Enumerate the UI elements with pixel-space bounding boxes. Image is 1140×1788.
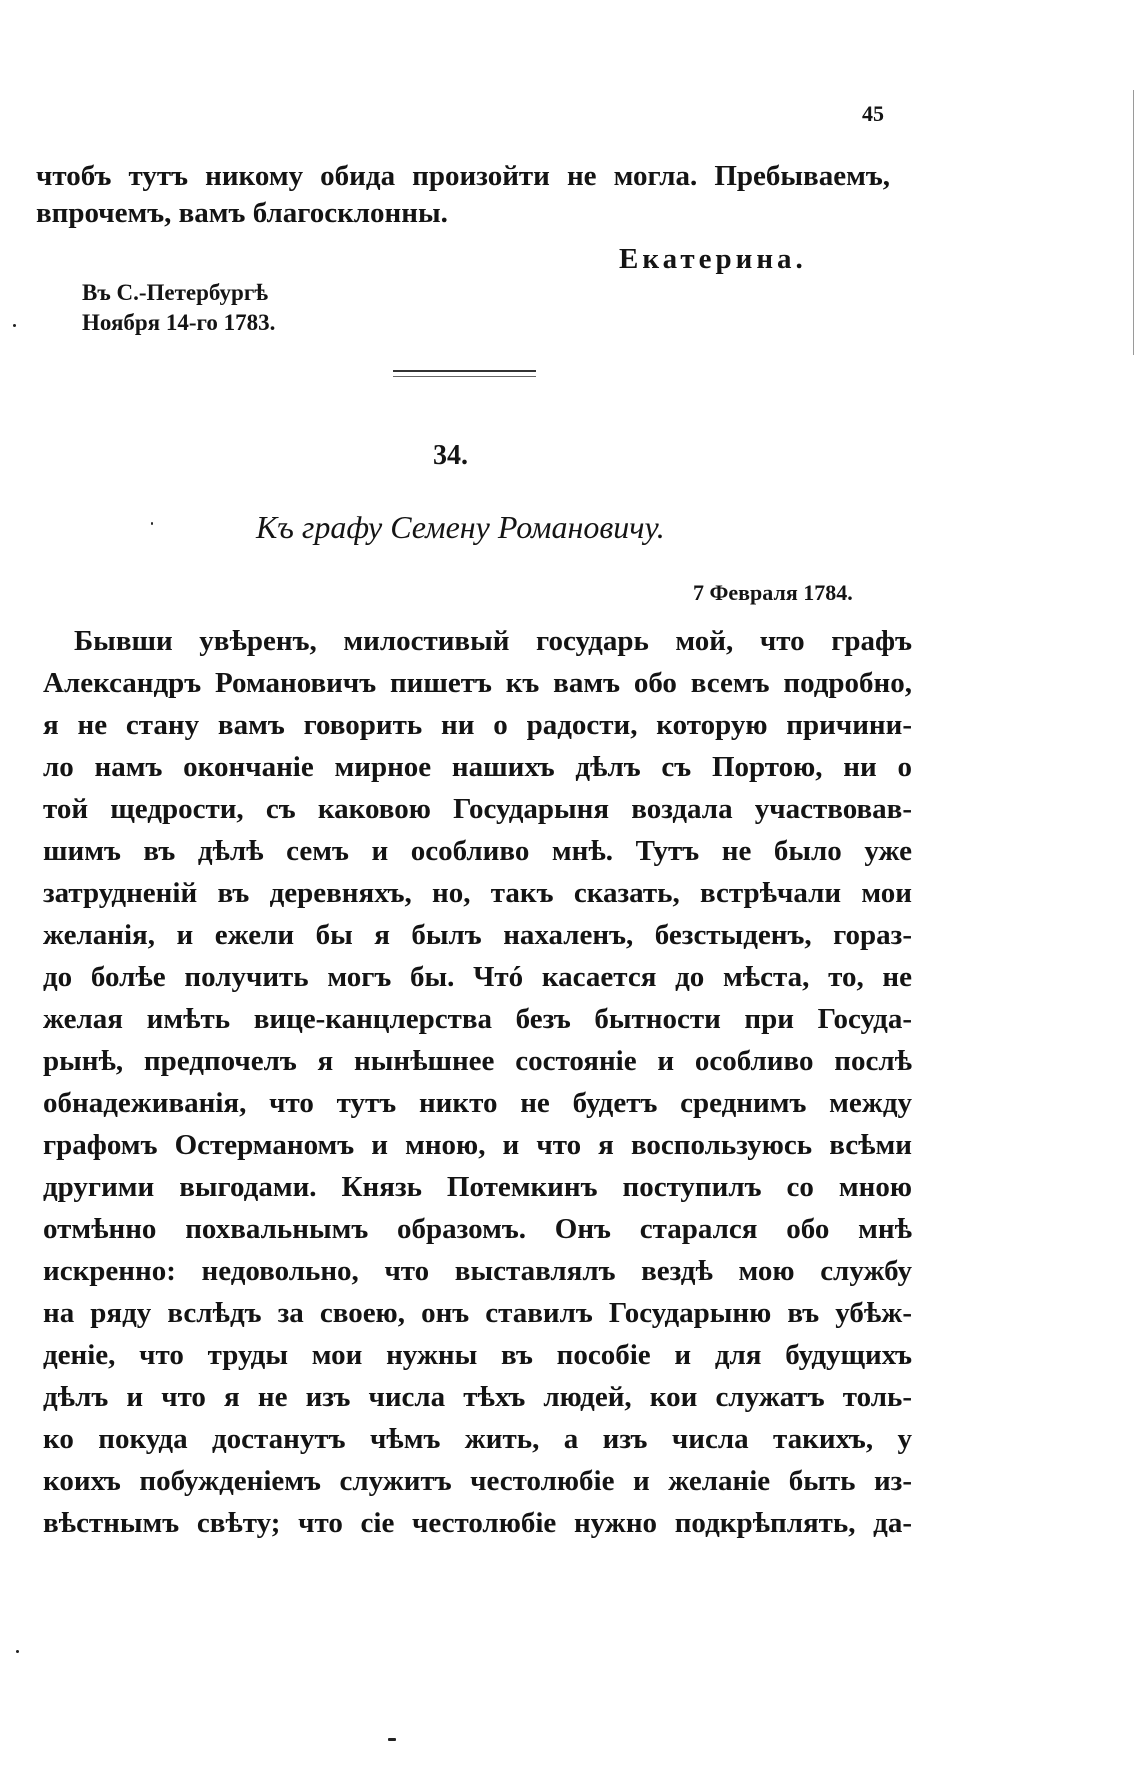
text-line: Александръ Романовичъ пишетъ къ вамъ обо всемъ подробно, [43, 667, 912, 699]
text-line: шимъ въ дѣлѣ семъ и особливо мнѣ. Тутъ не было уже [43, 835, 912, 867]
text-line: деніе, что труды мои нужны въ пособіе и для будущихъ [43, 1339, 912, 1371]
text-line: на ряду вслѣдъ за своею, онъ ставилъ Государыню въ убѣж- [43, 1297, 912, 1329]
text-line: той щедрости, съ каковою Государыня воздала участвовав- [43, 793, 912, 825]
text-line: коихъ побужденіемъ служитъ честолюбіе и желаніе быть из- [43, 1465, 912, 1497]
text-line: рынѣ, предпочелъ я нынѣшнее состояніе и особливо послѣ [43, 1045, 912, 1077]
text-line: дѣлъ и что я не изъ числа тѣхъ людей, кои служатъ толь- [43, 1381, 912, 1413]
place-line: Въ С.-Петербургѣ [82, 280, 269, 305]
scan-edge-line [1133, 90, 1134, 355]
text-line: желая имѣть вице-канцлерства безъ бытности при Госуда- [43, 1003, 912, 1035]
text-line: желанія, и ежели бы я былъ нахаленъ, безстыденъ, гораз- [43, 919, 912, 951]
text-line: затрудненій въ деревняхъ, но, такъ сказать, встрѣчали мои [43, 877, 912, 909]
section-divider [393, 370, 536, 377]
previous-letter-ending [36, 158, 890, 232]
letter-date: 7 Февраля 1784. [693, 580, 853, 605]
letter-title: Къ графу Семену Романовичу. [256, 509, 665, 545]
letter-body [43, 620, 912, 1544]
page-number: 45 [862, 101, 884, 126]
text-line: другими выгодами. Князь Потемкинъ поступилъ со мною [43, 1171, 912, 1203]
text-line: ло намъ окончаніе мирное нашихъ дѣлъ съ Портою, ни о [43, 751, 912, 783]
text-line: Бывши увѣренъ, милостивый государь мой, что графъ [74, 625, 912, 657]
closing-line: впрочемъ, вамъ благосклонны. [36, 197, 448, 229]
text-line: искренно: недовольно, что выставлялъ вездѣ мою службу [43, 1255, 912, 1287]
text-line: графомъ Остерманомъ и мною, и что я воспользуюсь всѣми [43, 1129, 912, 1161]
scan-speck [151, 522, 153, 525]
scan-speck [16, 1650, 19, 1653]
text-line: ко покуда достанутъ чѣмъ жить, а изъ числа такихъ, у [43, 1423, 912, 1455]
signature: Екатерина. [619, 243, 807, 275]
scan-speck [388, 1738, 396, 1741]
text-line: до болѣе получить могъ бы. Чтó касается до мѣста, то, не [43, 961, 912, 993]
text-line: я не стану вамъ говорить ни о радости, которую причини- [43, 709, 912, 741]
scan-speck [13, 324, 16, 327]
dated-line: Ноября 14-го 1783. [82, 310, 276, 335]
text-line: вѣстнымъ свѣту; что сіе честолюбіе нужно подкрѣплять, да- [43, 1507, 912, 1539]
text-line: отмѣнно похвальнымъ образомъ. Онъ старался обо мнѣ [43, 1213, 912, 1245]
text-line: обнадеживанія, что тутъ никто не будетъ среднимъ между [43, 1087, 912, 1119]
letter-number: 34. [433, 440, 468, 471]
closing-line: чтобъ тутъ никому обида произойти не могла. Пребываемъ, [36, 160, 890, 192]
